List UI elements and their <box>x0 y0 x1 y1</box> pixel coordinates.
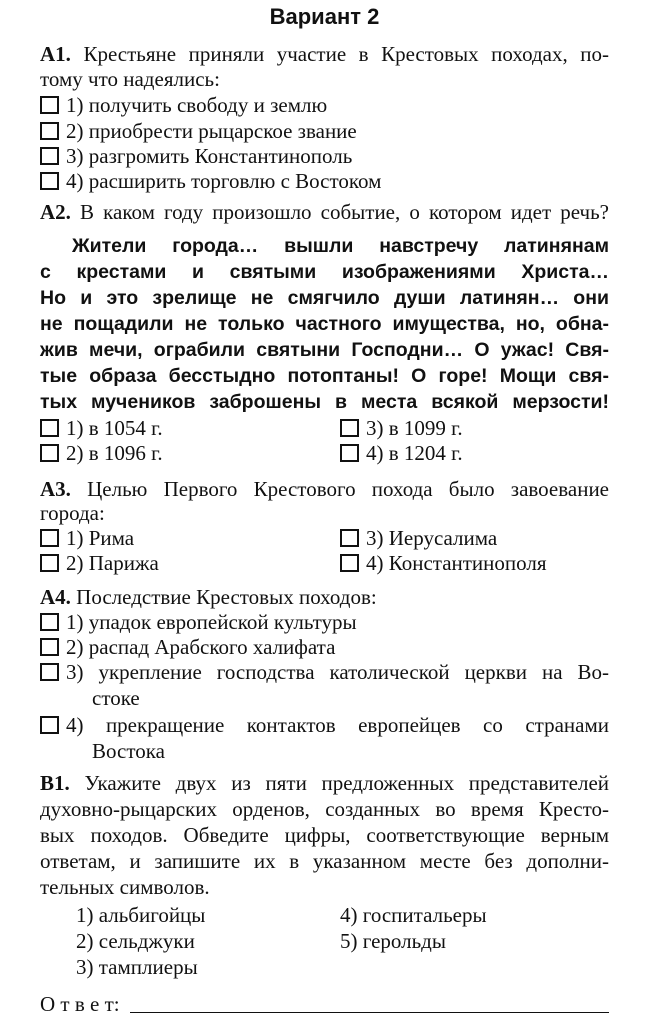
option-label: 4) прекращение контактов европейцев со странами <box>66 713 609 737</box>
source-quote-line: жив мечи, ограбили святыни Господни… О ужас! Свя- <box>40 339 609 361</box>
question-label: В1. <box>40 771 70 795</box>
choice-item: 3) тамплиеры <box>76 955 198 979</box>
question-text: Укажите двух из пяти предложенных представителей <box>84 771 610 795</box>
source-quote-line: тые образа бесстыдно потоптаны! О горе! Мощи свя- <box>40 365 609 387</box>
question-text-cont: города: <box>40 501 105 525</box>
checkbox-a1-2[interactable] <box>40 122 59 140</box>
option-label: 3) в 1099 г. <box>366 416 463 440</box>
checkbox-a2-4[interactable] <box>340 444 359 462</box>
checkbox-a4-3[interactable] <box>40 663 59 681</box>
question-text-cont: вых походов. Обведите цифры, соответствующие верным <box>40 823 609 847</box>
question-text-cont: духовно-рыцарских орденов, созданных во время Кресто- <box>40 797 609 821</box>
choice-item: 1) альбигойцы <box>76 903 206 927</box>
choice-item: 2) сельджуки <box>76 929 195 953</box>
checkbox-a1-1[interactable] <box>40 96 59 114</box>
question-b1 <box>40 771 609 795</box>
checkbox-a2-2[interactable] <box>40 444 59 462</box>
question-text-cont: тельных символов. <box>40 875 210 899</box>
checkbox-a3-1[interactable] <box>40 529 59 547</box>
answer-input-line[interactable] <box>130 1012 609 1013</box>
source-quote-line: с крестами и святыми изображениями Христа… <box>40 261 609 283</box>
choice-item: 4) госпитальеры <box>340 903 487 927</box>
checkbox-a4-4[interactable] <box>40 716 59 734</box>
option-label: 2) распад Арабского халифата <box>66 635 336 659</box>
question-label: А3. <box>40 477 71 501</box>
answer-label: О т в е т: <box>40 992 120 1016</box>
question-text: В каком году произошло событие, о котором идет речь? <box>80 200 609 224</box>
question-label: А4. <box>40 585 71 609</box>
question-a2 <box>40 200 609 224</box>
option-label: 3) укрепление господства католической церкви на Во- <box>66 660 609 684</box>
source-quote-line: Жители города… вышли навстречу латинянам <box>72 235 609 257</box>
option-label: 1) получить свободу и землю <box>66 93 328 117</box>
option-label: 4) расширить торговлю с Востоком <box>66 169 382 193</box>
question-text-cont: тому что надеялись: <box>40 67 220 91</box>
checkbox-a2-3[interactable] <box>340 419 359 437</box>
question-text: Целью Первого Крестового похода было завоевание <box>87 477 610 501</box>
option-label: 4) Константинополя <box>366 551 547 575</box>
source-quote-line: тых мучеников заброшены в места всякой мерзости! <box>40 391 609 413</box>
option-label-cont: стоке <box>92 686 140 710</box>
question-text: Крестьяне приняли участие в Крестовых походах, по- <box>83 42 609 66</box>
source-quote-line: Но и это зрелище не смягчило души латинян… они <box>40 287 609 309</box>
checkbox-a3-2[interactable] <box>40 554 59 572</box>
option-label: 3) разгромить Константинополь <box>66 144 353 168</box>
question-a4 <box>40 585 377 609</box>
option-label: 3) Иерусалима <box>366 526 498 550</box>
checkbox-a1-4[interactable] <box>40 172 59 190</box>
option-label: 4) в 1204 г. <box>366 441 463 465</box>
option-label: 1) в 1054 г. <box>66 416 163 440</box>
checkbox-a2-1[interactable] <box>40 419 59 437</box>
checkbox-a3-3[interactable] <box>340 529 359 547</box>
question-text-cont: ответам, и запишите их в указанном месте без дополни- <box>40 849 609 873</box>
option-label-cont: Востока <box>92 739 165 763</box>
question-label: А1. <box>40 42 71 66</box>
question-label: А2. <box>40 200 71 224</box>
question-a1 <box>40 42 609 66</box>
option-label: 1) упадок европейской культуры <box>66 610 357 634</box>
checkbox-a3-4[interactable] <box>340 554 359 572</box>
checkbox-a4-2[interactable] <box>40 638 59 656</box>
option-label: 1) Рима <box>66 526 135 550</box>
option-label: 2) в 1096 г. <box>66 441 163 465</box>
choice-item: 5) герольды <box>340 929 446 953</box>
option-label: 2) приобрести рыцарское звание <box>66 119 357 143</box>
variant-title: Вариант 2 <box>269 4 380 29</box>
source-quote-line: не пощадили не только частного имущества, но, обна- <box>40 313 609 335</box>
checkbox-a1-3[interactable] <box>40 147 59 165</box>
question-text: Последствие Крестовых походов: <box>76 585 377 609</box>
question-a3 <box>40 477 609 501</box>
checkbox-a4-1[interactable] <box>40 613 59 631</box>
option-label: 2) Парижа <box>66 551 159 575</box>
